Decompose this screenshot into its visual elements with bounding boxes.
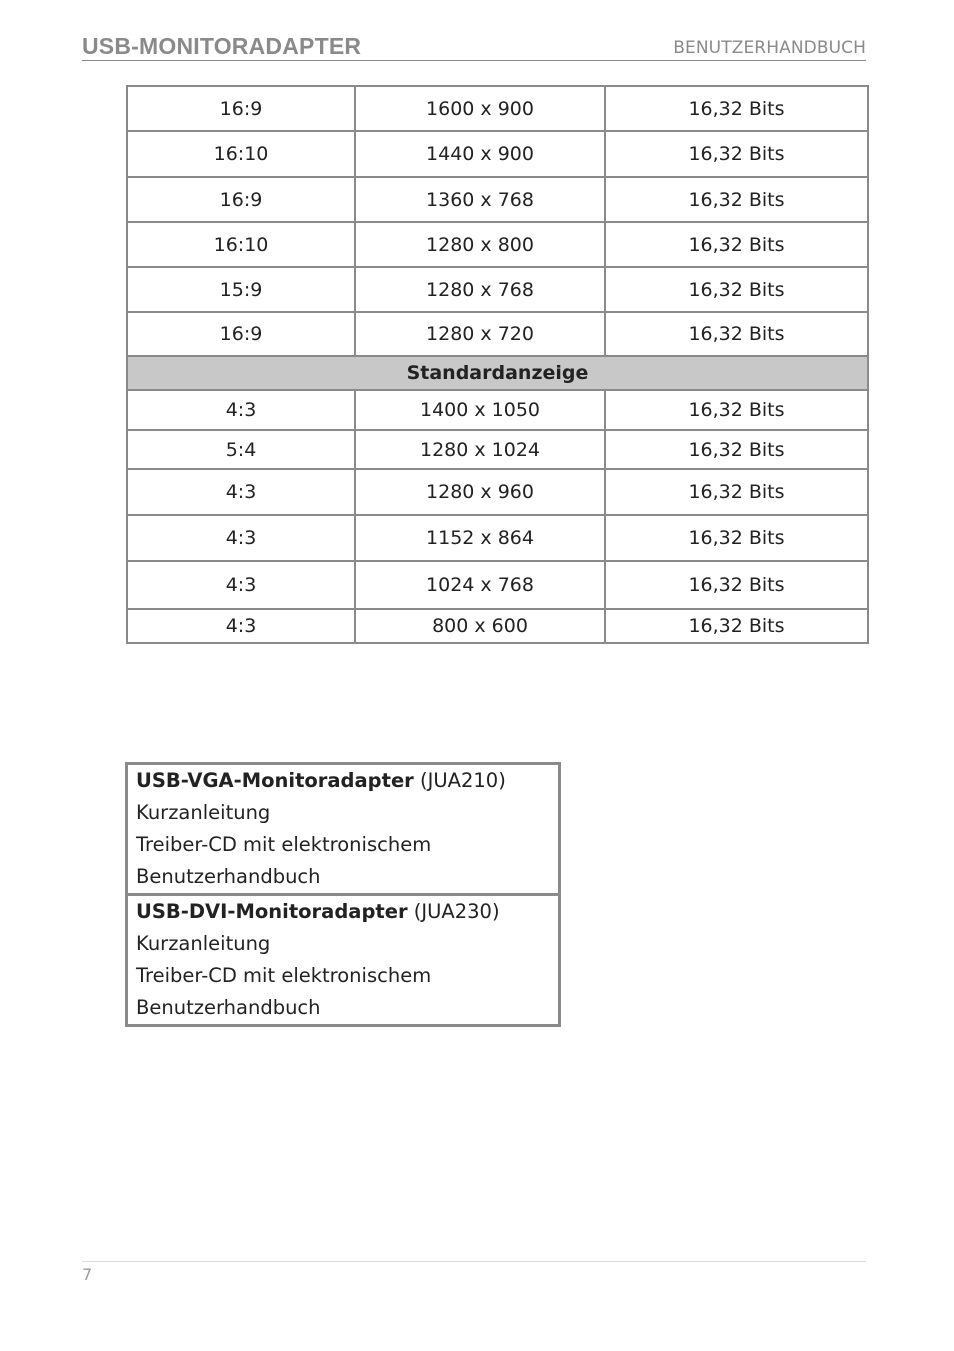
resolution-cell: 800 x 600 xyxy=(355,609,605,643)
ratio-cell: 16:9 xyxy=(127,177,355,222)
table-row xyxy=(127,267,868,312)
product-line xyxy=(136,765,550,797)
color-depth-cell: 16,32 Bits xyxy=(605,430,868,469)
package-cell xyxy=(127,764,560,895)
package-row xyxy=(127,764,560,895)
package-item: Benutzerhandbuch xyxy=(136,865,321,888)
section-heading: Standardanzeige xyxy=(127,356,868,390)
resolution-cell: 1280 x 768 xyxy=(355,267,605,312)
section-row xyxy=(127,356,868,390)
ratio-cell: 15:9 xyxy=(127,267,355,312)
table-row xyxy=(127,515,868,561)
resolution-cell: 1360 x 768 xyxy=(355,177,605,222)
product-model: (JUA210) xyxy=(413,769,506,792)
ratio-cell: 4:3 xyxy=(127,609,355,643)
manual-label: BENUTZERHANDBUCH xyxy=(673,38,866,58)
package-item: Treiber-CD mit elektronischem xyxy=(136,833,432,856)
table-row xyxy=(127,390,868,430)
resolution-cell: 1024 x 768 xyxy=(355,561,605,609)
package-item: Kurzanleitung xyxy=(136,801,271,824)
document-title: USB-MONITORADAPTER xyxy=(82,33,362,59)
color-depth-cell: 16,32 Bits xyxy=(605,312,868,356)
ratio-cell: 5:4 xyxy=(127,430,355,469)
package-row xyxy=(127,895,560,1026)
package-contents-table xyxy=(125,762,561,1027)
color-depth-cell: 16,32 Bits xyxy=(605,609,868,643)
package-cell xyxy=(127,895,560,1026)
resolution-table xyxy=(126,85,869,644)
footer-divider xyxy=(82,1261,866,1262)
resolution-cell: 1440 x 900 xyxy=(355,131,605,177)
product-line xyxy=(136,896,550,928)
table-row xyxy=(127,86,868,131)
color-depth-cell: 16,32 Bits xyxy=(605,86,868,131)
package-item: Benutzerhandbuch xyxy=(136,996,321,1019)
table-row xyxy=(127,177,868,222)
resolution-cell: 1400 x 1050 xyxy=(355,390,605,430)
ratio-cell: 4:3 xyxy=(127,515,355,561)
resolution-cell: 1280 x 1024 xyxy=(355,430,605,469)
ratio-cell: 16:10 xyxy=(127,131,355,177)
ratio-cell: 16:10 xyxy=(127,222,355,267)
product-model: (JUA230) xyxy=(407,900,500,923)
table-row xyxy=(127,131,868,177)
resolution-cell: 1152 x 864 xyxy=(355,515,605,561)
ratio-cell: 16:9 xyxy=(127,86,355,131)
color-depth-cell: 16,32 Bits xyxy=(605,177,868,222)
resolution-cell: 1280 x 720 xyxy=(355,312,605,356)
table-row xyxy=(127,561,868,609)
page-header xyxy=(82,30,866,61)
color-depth-cell: 16,32 Bits xyxy=(605,222,868,267)
package-item: Kurzanleitung xyxy=(136,932,271,955)
table-row xyxy=(127,430,868,469)
color-depth-cell: 16,32 Bits xyxy=(605,267,868,312)
resolution-cell: 1600 x 900 xyxy=(355,86,605,131)
table-row xyxy=(127,312,868,356)
color-depth-cell: 16,32 Bits xyxy=(605,515,868,561)
color-depth-cell: 16,32 Bits xyxy=(605,131,868,177)
resolution-cell: 1280 x 960 xyxy=(355,469,605,515)
table-row xyxy=(127,469,868,515)
resolution-cell: 1280 x 800 xyxy=(355,222,605,267)
ratio-cell: 4:3 xyxy=(127,561,355,609)
product-name: USB-VGA-Monitoradapter xyxy=(136,769,414,792)
color-depth-cell: 16,32 Bits xyxy=(605,561,868,609)
package-item: Treiber-CD mit elektronischem xyxy=(136,964,432,987)
ratio-cell: 4:3 xyxy=(127,469,355,515)
table-row xyxy=(127,222,868,267)
ratio-cell: 4:3 xyxy=(127,390,355,430)
page-number: 7 xyxy=(82,1265,93,1284)
table-row xyxy=(127,609,868,643)
color-depth-cell: 16,32 Bits xyxy=(605,390,868,430)
color-depth-cell: 16,32 Bits xyxy=(605,469,868,515)
product-name: USB-DVI-Monitoradapter xyxy=(136,900,408,923)
ratio-cell: 16:9 xyxy=(127,312,355,356)
